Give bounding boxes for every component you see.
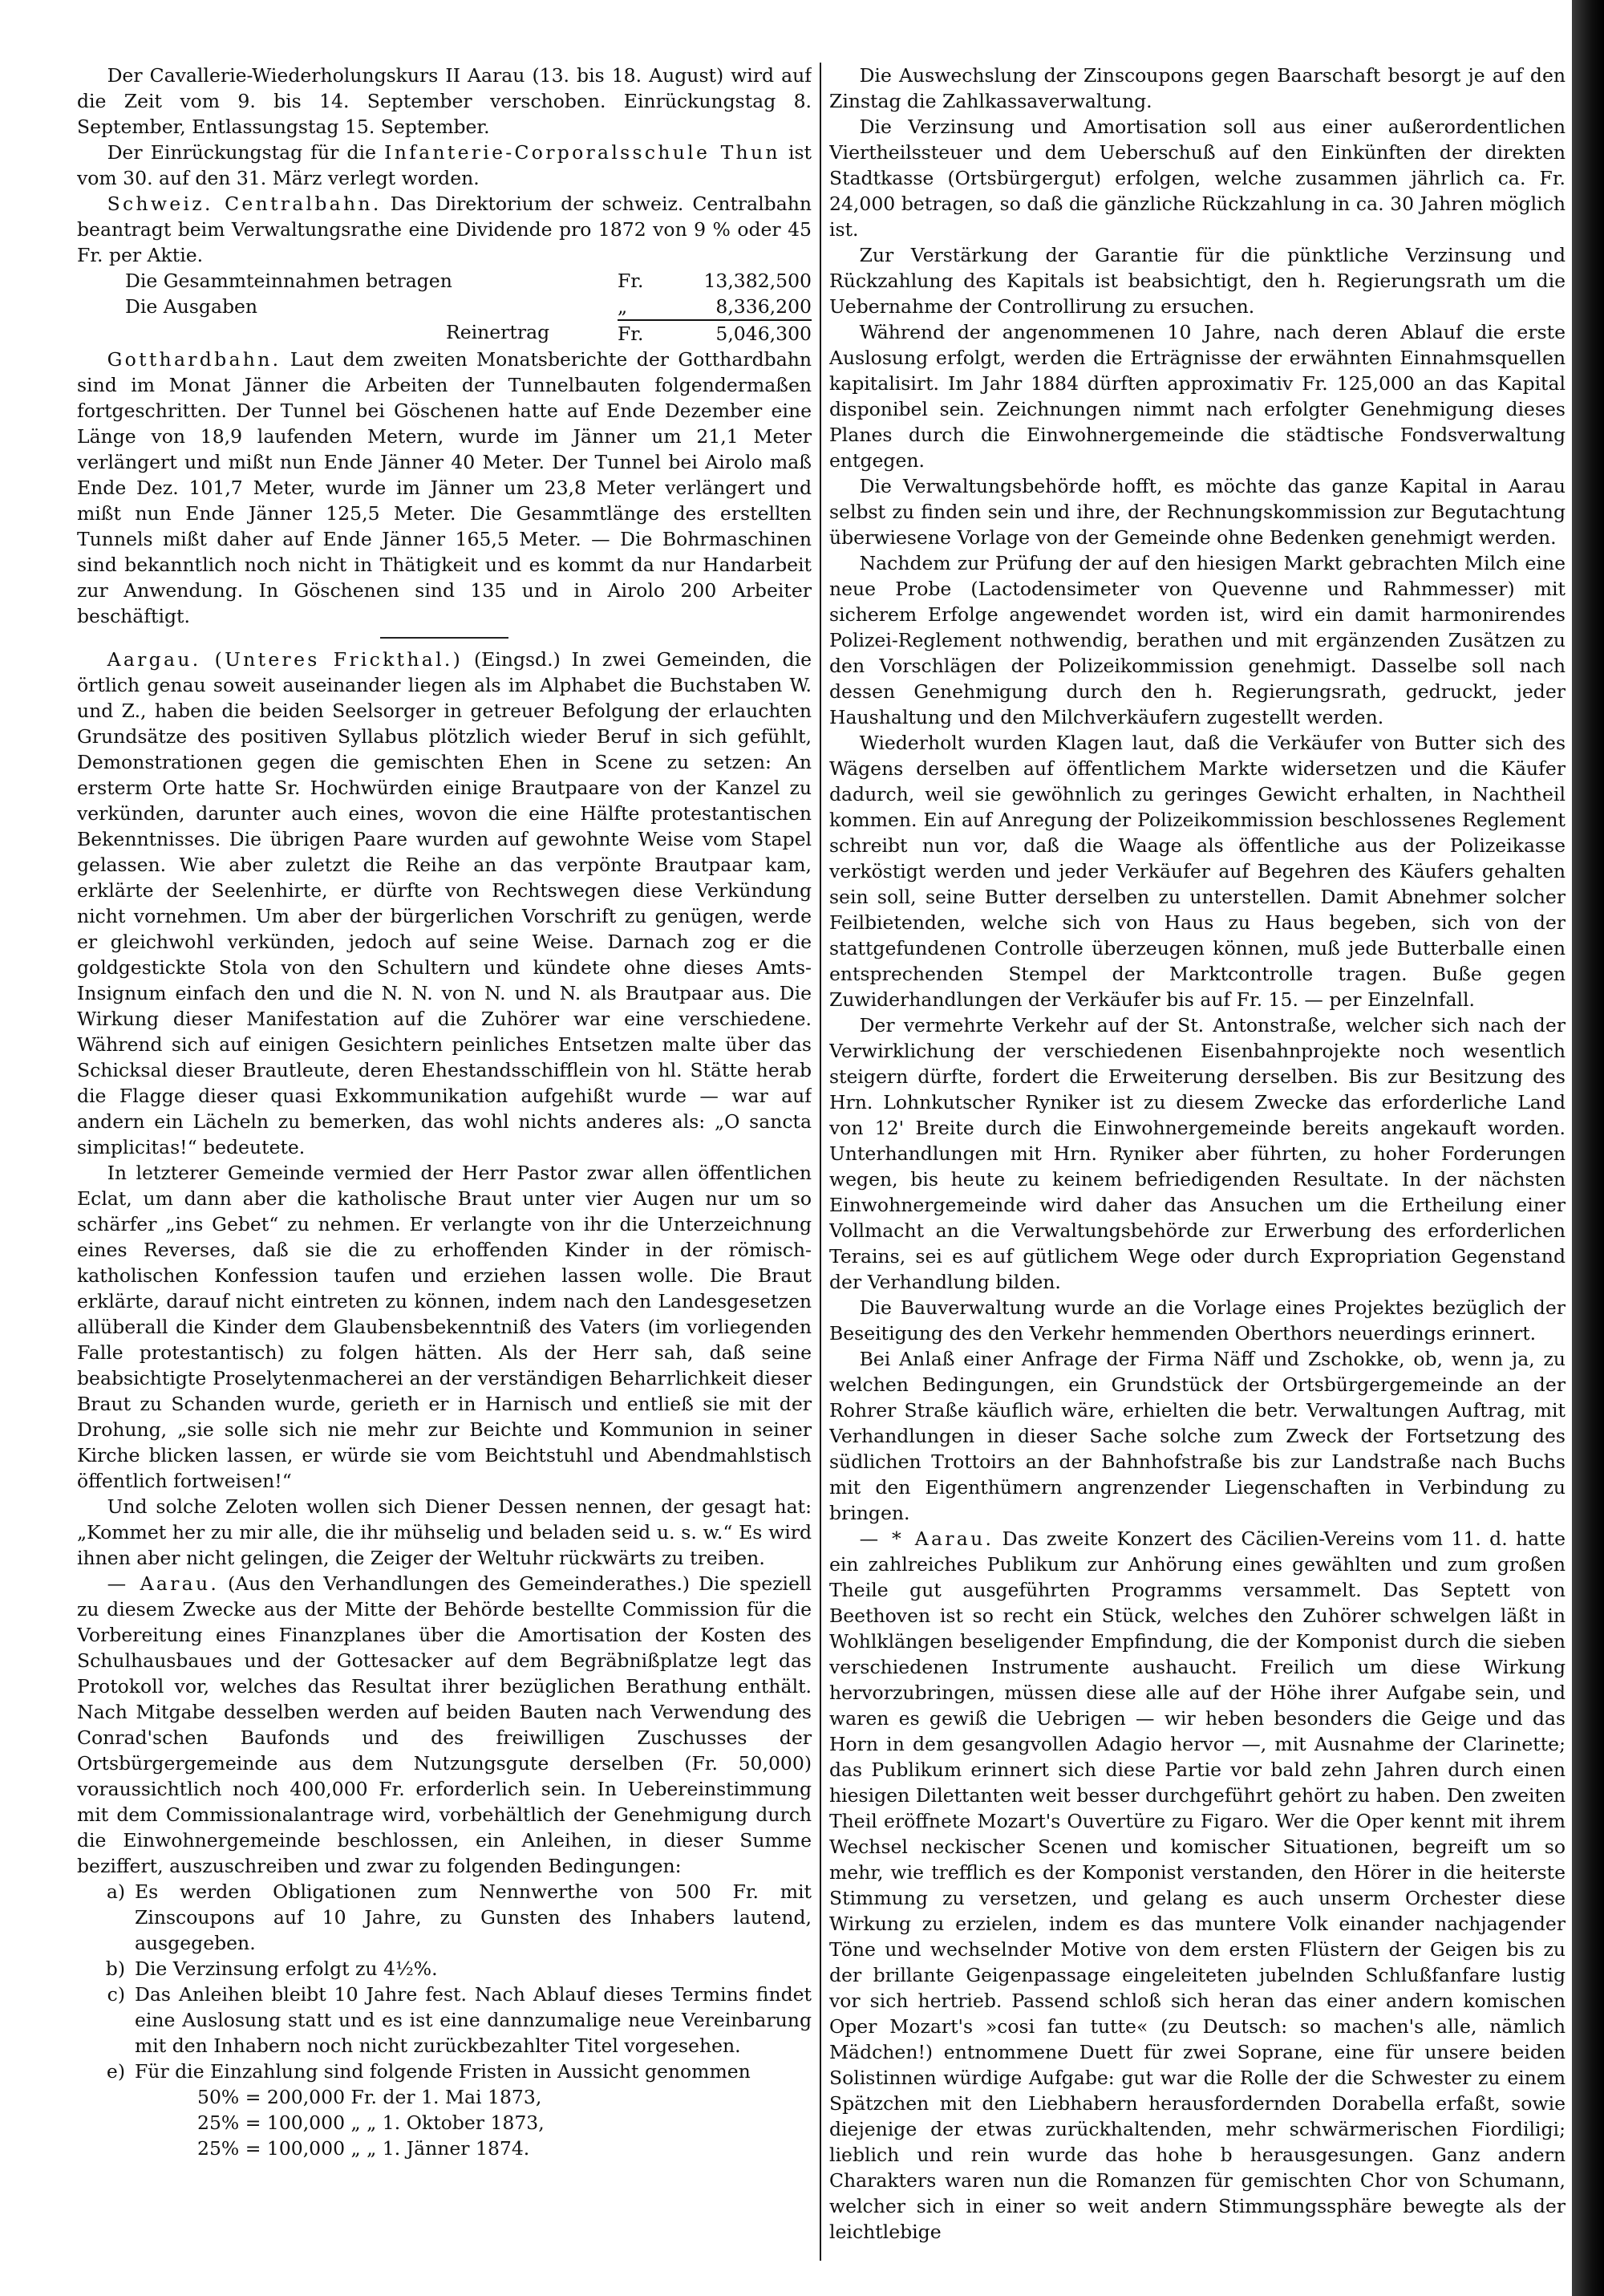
condition-item: a) Es werden Obligationen zum Nennwerthe von 500 Fr. mit Zinscoupons auf 10 Jahre, zu Gunsten des Inhabers lautend, ausgegeben. (106, 1880, 812, 1954)
article-aargau-paragraph: Und solche Zeloten wollen sich Diener Dessen nennen, der gesagt hat: „Kommet her zu mir alle, die ihr mühselig und beladen seid u. s. w.“ Es wird ihnen aber nicht gelingen, die Zeiger der Weltuhr rückwärts zu treiben. (77, 1495, 812, 1569)
article-concert: — * Aarau. Das zweite Konzert des Cäcilien-Vereins vom 11. d. hatte ein zahlreiches Publikum zur Anhörung eines gewählten und zum großen Theile gut ausgeführten Programms versammelt. Das Septett von Beethoven ist so recht ein Stück, welches den Zuhörer schwelgen läßt in Wohlklängen beseligender Empfindung, die der Komponist durch die sieben verschiedenen Instrumente aushaucht. Freilich um diese Wirkung hervorzubringen, müssen diese alle auf der Höhe ihrer Aufgabe sein, und waren es gewiß die Uebrigen — wir heben besonders die Geige und das Horn in dem gesangvollen Adagio hervor —, mit Ausnahme der Clarinette; das Publikum erinnert sich diese Partie vor bald zehn Jahren durch einen hiesigen Dilettanten weit besser durchgeführt gehört zu haben. Den zweiten Theil eröffnete Mozart's Ouvertüre zu Figaro. Wer die Oper kennt mit ihrem Wechsel neckischer Scenen und komischer Situationen, begreift um so mehr, wie trefflich es der Komponist verstanden, den Hörer in die heiterste Stimmung zu versetzen, und gelang es auch unserm Orchester diese Wirkung zu erzielen, indem es das muntere Volk einander nachjagender Töne und wechselnder Motive von dem ersten Flüstern der Geigen bis zu der brillante Geigenpassage eingeleiteten jubelnden Schlußfanfare lustig vor sich hertrieb. Passend schloß sich heran das einer andern komischen Oper Mozart's »cosi fan tutte« (zu Deutsch: so machen's alle, nämlich Mädchen!) entnommene Duett für zwei Soprane, eine für unsere beiden Solistinnen würdige Aufgabe: gut war die Rolle der die Schwester zu einem Spätzchen mit den Liebhabern herausfordernden Dorabella erfaßt, sowie diejenige der etwas zurückhaltenden, mehr schwärmerischen Fiordiligi; lieblich und rein wurde das hohe b herausgesungen. Ganz andern Charakters waren nun die Romanzen für gemischten Chor von Schumann, welcher sich in einer so weit andern Stimmungssphäre bewegte als der leichtlebige (829, 1527, 1566, 2243)
article-paragraph: Während der angenommenen 10 Jahre, nach deren Ablauf die erste Auslosung erfolgt, werden die Erträgnisse der erwähnten Einnahmsquellen kapitalisirt. Im Jahr 1884 dürften approximativ Fr. 125,000 an das Kapital disponibel sein. Zeichnungen nimmt nach erfolgter Genehmigung dieses Planes durch die Einwohnergemeinde die städtische Fondsverwaltung entgegen. (829, 321, 1566, 472)
article-paragraph: Die Verwaltungsbehörde hofft, es möchte das ganze Kapital in Aarau selbst zu finden sein und ihre, der Rechnungskommission zur Begutachtung überwiesene Vorlage von der Gemeinde ohne Bedenken genehmigt werden. (829, 475, 1566, 549)
fin-row-expense: Die Ausgaben „ 8,336,200 (125, 295, 812, 318)
right-column (829, 63, 1566, 2261)
conditions-list (77, 1879, 812, 2084)
financial-table (77, 268, 812, 347)
article-paragraph: Die Auswechslung der Zinscoupons gegen Baarschaft besorgt je auf den Zinstag die Zahlkassaverwaltung. (829, 64, 1566, 112)
article-paragraph: Bei Anlaß einer Anfrage der Firma Näff und Zschokke, ob, wenn ja, zu welchen Bedingungen, ein Grundstück der Ortsbürgergemeinde an der Rohrer Straße käuflich wäre, erhielten die betr. Verwaltungen Auftrag, mit Verhandlungen in dieser Sache solche zum Zweck der Fortsetzung des südlichen Trottoirs an der Bahnhofstraße bis zur Landstraße nach Buchs mit den Eigenthümern angrenzender Liegenschaften in Verbindung zu bringen. (829, 1348, 1566, 1524)
fin-row-income: Die Gesammteinnahmen betragen Fr. 13,382,500 (125, 270, 812, 292)
article-aargau-frickthal: Aargau. (Unteres Frickthal.) (Eingsd.) In zwei Gemeinden, die örtlich genau soweit auseinander liegen als im Alphabet die Buchstaben W. und Z., haben die beiden Seelsorger in getreuer Befolgung der erlauchten Grundsätze des positiven Syllabus plötzlich wieder Beruf in sich gefühlt, Demonstrationen gegen die gemischten Ehen in Scene zu setzen: An ersterm Orte hatte Sr. Hochwürden einige Brautpaare von der Kanzel zu verkünden, darunter auch eines, wovon die eine Hälfte protestantischen Bekenntnisses. Die übrigen Paare wurden auf gewohnte Weise vom Stapel gelassen. Wie aber zuletzt die Reihe an das verpönte Brautpaar kam, erklärte der Seelenhirte, er dürfte von Rechtswegen diese Verkündung nicht vornehmen. Um aber der bürgerlichen Vorschrift zu genügen, werde er gleichwohl verkünden, jedoch auf seine Weise. Darnach zog er die goldgestickte Stola von den Schultern und kündete ohne dieses Amts-Insignum einfach den und die N. N. von N. und N. als Brautpaar aus. Die Wirkung dieser Manifestation auf die Zuhörer war eine verschiedene. Während sich auf einigen Gesichtern peinliches Entsetzen malte über das Schicksal dieser Brautleute, deren Ehestandsschifflein von hl. Stätte herab die Flagge dieser quasi Exkommunikation aufgehißt wurde — war auf andern ein Lächeln zu bemerken, das wohl nichts anderes als: „O sancta simplicitas!“ bedeutete. (77, 648, 812, 1158)
article-paragraph: Die Verzinsung und Amortisation soll aus einer außerordentlichen Viertheilssteuer und dem Ueberschuß auf den Einkünften der direkten Stadtkasse (Ortsbürgergut) erfolgen, welche zusammen jährlich ca. Fr. 24,000 betragen, so daß die gänzliche Rückzahlung in ca. 30 Jahren möglich ist. (829, 116, 1566, 241)
article-aarau-council: — Aarau. (Aus den Verhandlungen des Gemeinderathes.) Die speziell zu diesem Zwecke aus der Mitte der Behörde bestellte Commission für die Vorbereitung eines Finanzplanes über die Amortisation der Kosten des Schulhausbaues und der Gottesacker auf dem Begräbnißplatze legt das Protokoll vor, welches das Resultat ihrer bezüglichen Berathung enthält. Nach Mitgabe desselben werden auf beiden Bauten nach Verwendung des Conrad'schen Baufonds und des freiwilligen Zuschusses der Ortsbürgergemeinde aus dem Nutzungsgute derselben (Fr. 50,000) voraussichtlich noch 400,000 Fr. erforderlich sein. In Uebereinstimmung mit dem Commissionalantrage wird, vorbehältlich der Genehmigung durch die Einwohnergemeinde beschlossen, ein Anleihen, in dieser Summe beziffert, auszuschreiben und zwar zu folgenden Bedingungen: (77, 1572, 812, 1877)
page-edge (1572, 0, 1604, 2296)
article-paragraph: Nachdem zur Prüfung der auf den hiesigen Markt gebrachten Milch eine neue Probe (Lactodensimeter von Quevenne und Rahmmesser) mit sicherem Erfolge angewendet worden ist, wird ein damit harmonirendes Polizei-Reglement nothwendig, berathen und mit ergänzenden Zusätzen zu den Vorschlägen der Polizeikommission genehmigt. Dasselbe soll nach dessen Genehmigung durch den h. Regierungsrath, gedruckt, jeder Haushaltung und den Milchverkäufern zugestellt werden. (829, 552, 1566, 728)
headline-centralbahn: Schweiz. Centralbahn. (107, 193, 382, 215)
payment-schedule (77, 2084, 812, 2161)
left-column (77, 63, 812, 2261)
condition-item: c) Das Anleihen bleibt 10 Jahre fest. Nach Ablauf dieses Termins findet eine Auslosung statt und es ist eine dannzumalige neue Vereinbarung mit den Inhabern noch nicht zurückbezahlter Titel vorgesehen. (107, 1983, 812, 2057)
schedule-line: 50% = 200,000 Fr. der 1. Mai 1873, (197, 2086, 542, 2108)
headline-aarau-concert: — * Aarau. (859, 1527, 994, 1550)
article-paragraph: Wiederholt wurden Klagen laut, daß die Verkäufer von Butter sich des Wägens derselben auf öffentlichem Markte widersetzen und die Käufer dadurch, weil sie gewöhnlich zu geringes Gewicht erhalten, in Nachtheil kommen. Ein auf Anregung der Polizeikommission beschlossenes Reglement schreibt nun vor, daß die Waage als öffentliche aus der Polizeikasse verköstigt werden und jeder Verkäufer auf Begehren des Käufers gehalten sein soll, seine Butter derselben zu unterstellen. Damit Abnehmer solcher Feilbietenden, welche sich von Haus zu Haus begeben, sich von der stattgefundenen Controlle überzeugen können, muß jede Butterballe einen entsprechenden Stempel der Marktcontrolle tragen. Buße gegen Zuwiderhandlungen der Verkäufer bis auf Fr. 15. — per Einzelnfall. (829, 732, 1566, 1011)
headline-aargau-frickthal: Aargau. (Unteres Frickthal.) (107, 648, 464, 671)
headline-aarau: — Aarau. (107, 1572, 220, 1595)
fin-row-net: Reinertrag Fr. 5,046,300 (446, 321, 812, 345)
article-corporal-school: Der Einrückungstag für die Infanterie-Corporalsschule Thun ist vom 30. auf den 31. März verlegt worden. (77, 141, 812, 189)
article-gotthardbahn: Gotthardbahn. Laut dem zweiten Monatsberichte der Gotthardbahn sind im Monat Jänner die Arbeiten der Tunnelbauten folgendermaßen fortgeschritten. Der Tunnel bei Göschenen hatte auf Ende Dezember eine Länge von 18,9 laufenden Metern, wurde im Jänner um 21,1 Meter verlängert und mißt nun Ende Jänner 40 Meter. Der Tunnel bei Airolo maß Ende Dez. 101,7 Meter, wurde im Jänner um 23,8 Meter verlängert und mißt nun Ende Jänner 125,5 Meter. Die Gesammtlänge des erstellten Tunnels mißt daher auf Ende Jänner 165,5 Meter. — Die Bohrmaschinen sind bekanntlich noch nicht in Thätigkeit und es kommt da nur Handarbeit zur Anwendung. In Göschenen sind 135 und in Airolo 200 Arbeiter beschäftigt. (77, 348, 812, 627)
article-cavalry-course: Der Cavallerie-Wiederholungskurs II Aarau (13. bis 18. August) wird auf die Zeit vom 9. bis 14. September verschoben. Einrückungstag 8. September, Entlassungstag 15. September. (77, 64, 812, 138)
schedule-line: 25% = 100,000 „ „ 1. Jänner 1874. (197, 2137, 530, 2160)
article-paragraph: Die Bauverwaltung wurde an die Vorlage eines Projektes bezüglich der Beseitigung des den Verkehr hemmenden Oberthors neuerdings erinnert. (829, 1296, 1566, 1345)
headline-gotthardbahn: Gotthardbahn. (107, 348, 282, 371)
article-paragraph: Der vermehrte Verkehr auf der St. Antonstraße, welcher sich nach der Verwirklichung der verschiedenen Eisenbahnprojekte noch wesentlich steigern dürfte, fordert die Erweiterung derselben. Bis zur Besitzung des Hrn. Lohnkutscher Ryniker ist zu diesem Zwecke das erforderliche Land von 12' Breite durch die Einwohnergemeinde bereits angekauft worden. Unterhandlungen mit Hrn. Ryniker aber führten, zu hoher Forderungen wegen, bis heute zu keinem befriedigenden Resultate. In der nächsten Einwohnergemeinde wird daher das Ansuchen um die Ertheilung einer Vollmacht an die Verwaltungsbehörde zur Erwerbung des erforderlichen Terains, sei es auf gütlichem Wege oder durch Expropriation Gegenstand der Verhandlung bilden. (829, 1014, 1566, 1293)
schedule-line: 25% = 100,000 „ „ 1. Oktober 1873, (197, 2111, 545, 2134)
column-rule (820, 63, 821, 2261)
separator (380, 637, 508, 639)
condition-item: e) Für die Einzahlung sind folgende Fristen in Aussicht genommen (106, 2060, 751, 2083)
condition-item: b) Die Verzinsung erfolgt zu 4½%. (105, 1957, 438, 1980)
article-aargau-paragraph: In letzterer Gemeinde vermied der Herr Pastor zwar allen öffentlichen Eclat, um dann aber die katholische Braut unter vier Augen nur um so schärfer „ins Gebet“ zu nehmen. Er verlangte von ihr die Unterzeichnung eines Reverses, daß sie die zu erhoffenden Kinder in der römisch-katholischen Konfession taufen und erziehen lassen wolle. Die Braut erklärte, darauf nicht eintreten zu können, indem nach den Landesgesetzen allüberall die Kinder dem Glaubensbekenntniß des Vaters (im vorliegenden Falle protestantisch) zu folgen hätten. Als der Herr sah, daß seine beabsichtigte Proselytenmacherei an der verständigen Beharrlichkeit dieser Braut zu Schanden wurde, gerieth er in Harnisch und entließ sie mit der Drohung, „sie solle sich nie mehr zur Beichte und Kommunion in seiner Kirche blicken lassen, er würde sie vom Beichtstuhl und Abendmahlstisch öffentlich fortweisen!“ (77, 1162, 812, 1492)
article-paragraph: Zur Verstärkung der Garantie für die pünktliche Verzinsung und Rückzahlung des Kapitals ist beabsichtigt, den h. Regierungsrath um die Uebernahme der Controllirung zu ersuchen. (829, 244, 1566, 318)
article-centralbahn: Schweiz. Centralbahn. Das Direktorium der schweiz. Centralbahn beantragt beim Verwaltungsrathe eine Dividende pro 1872 von 9 % oder 45 Fr. per Aktie. (77, 193, 812, 266)
